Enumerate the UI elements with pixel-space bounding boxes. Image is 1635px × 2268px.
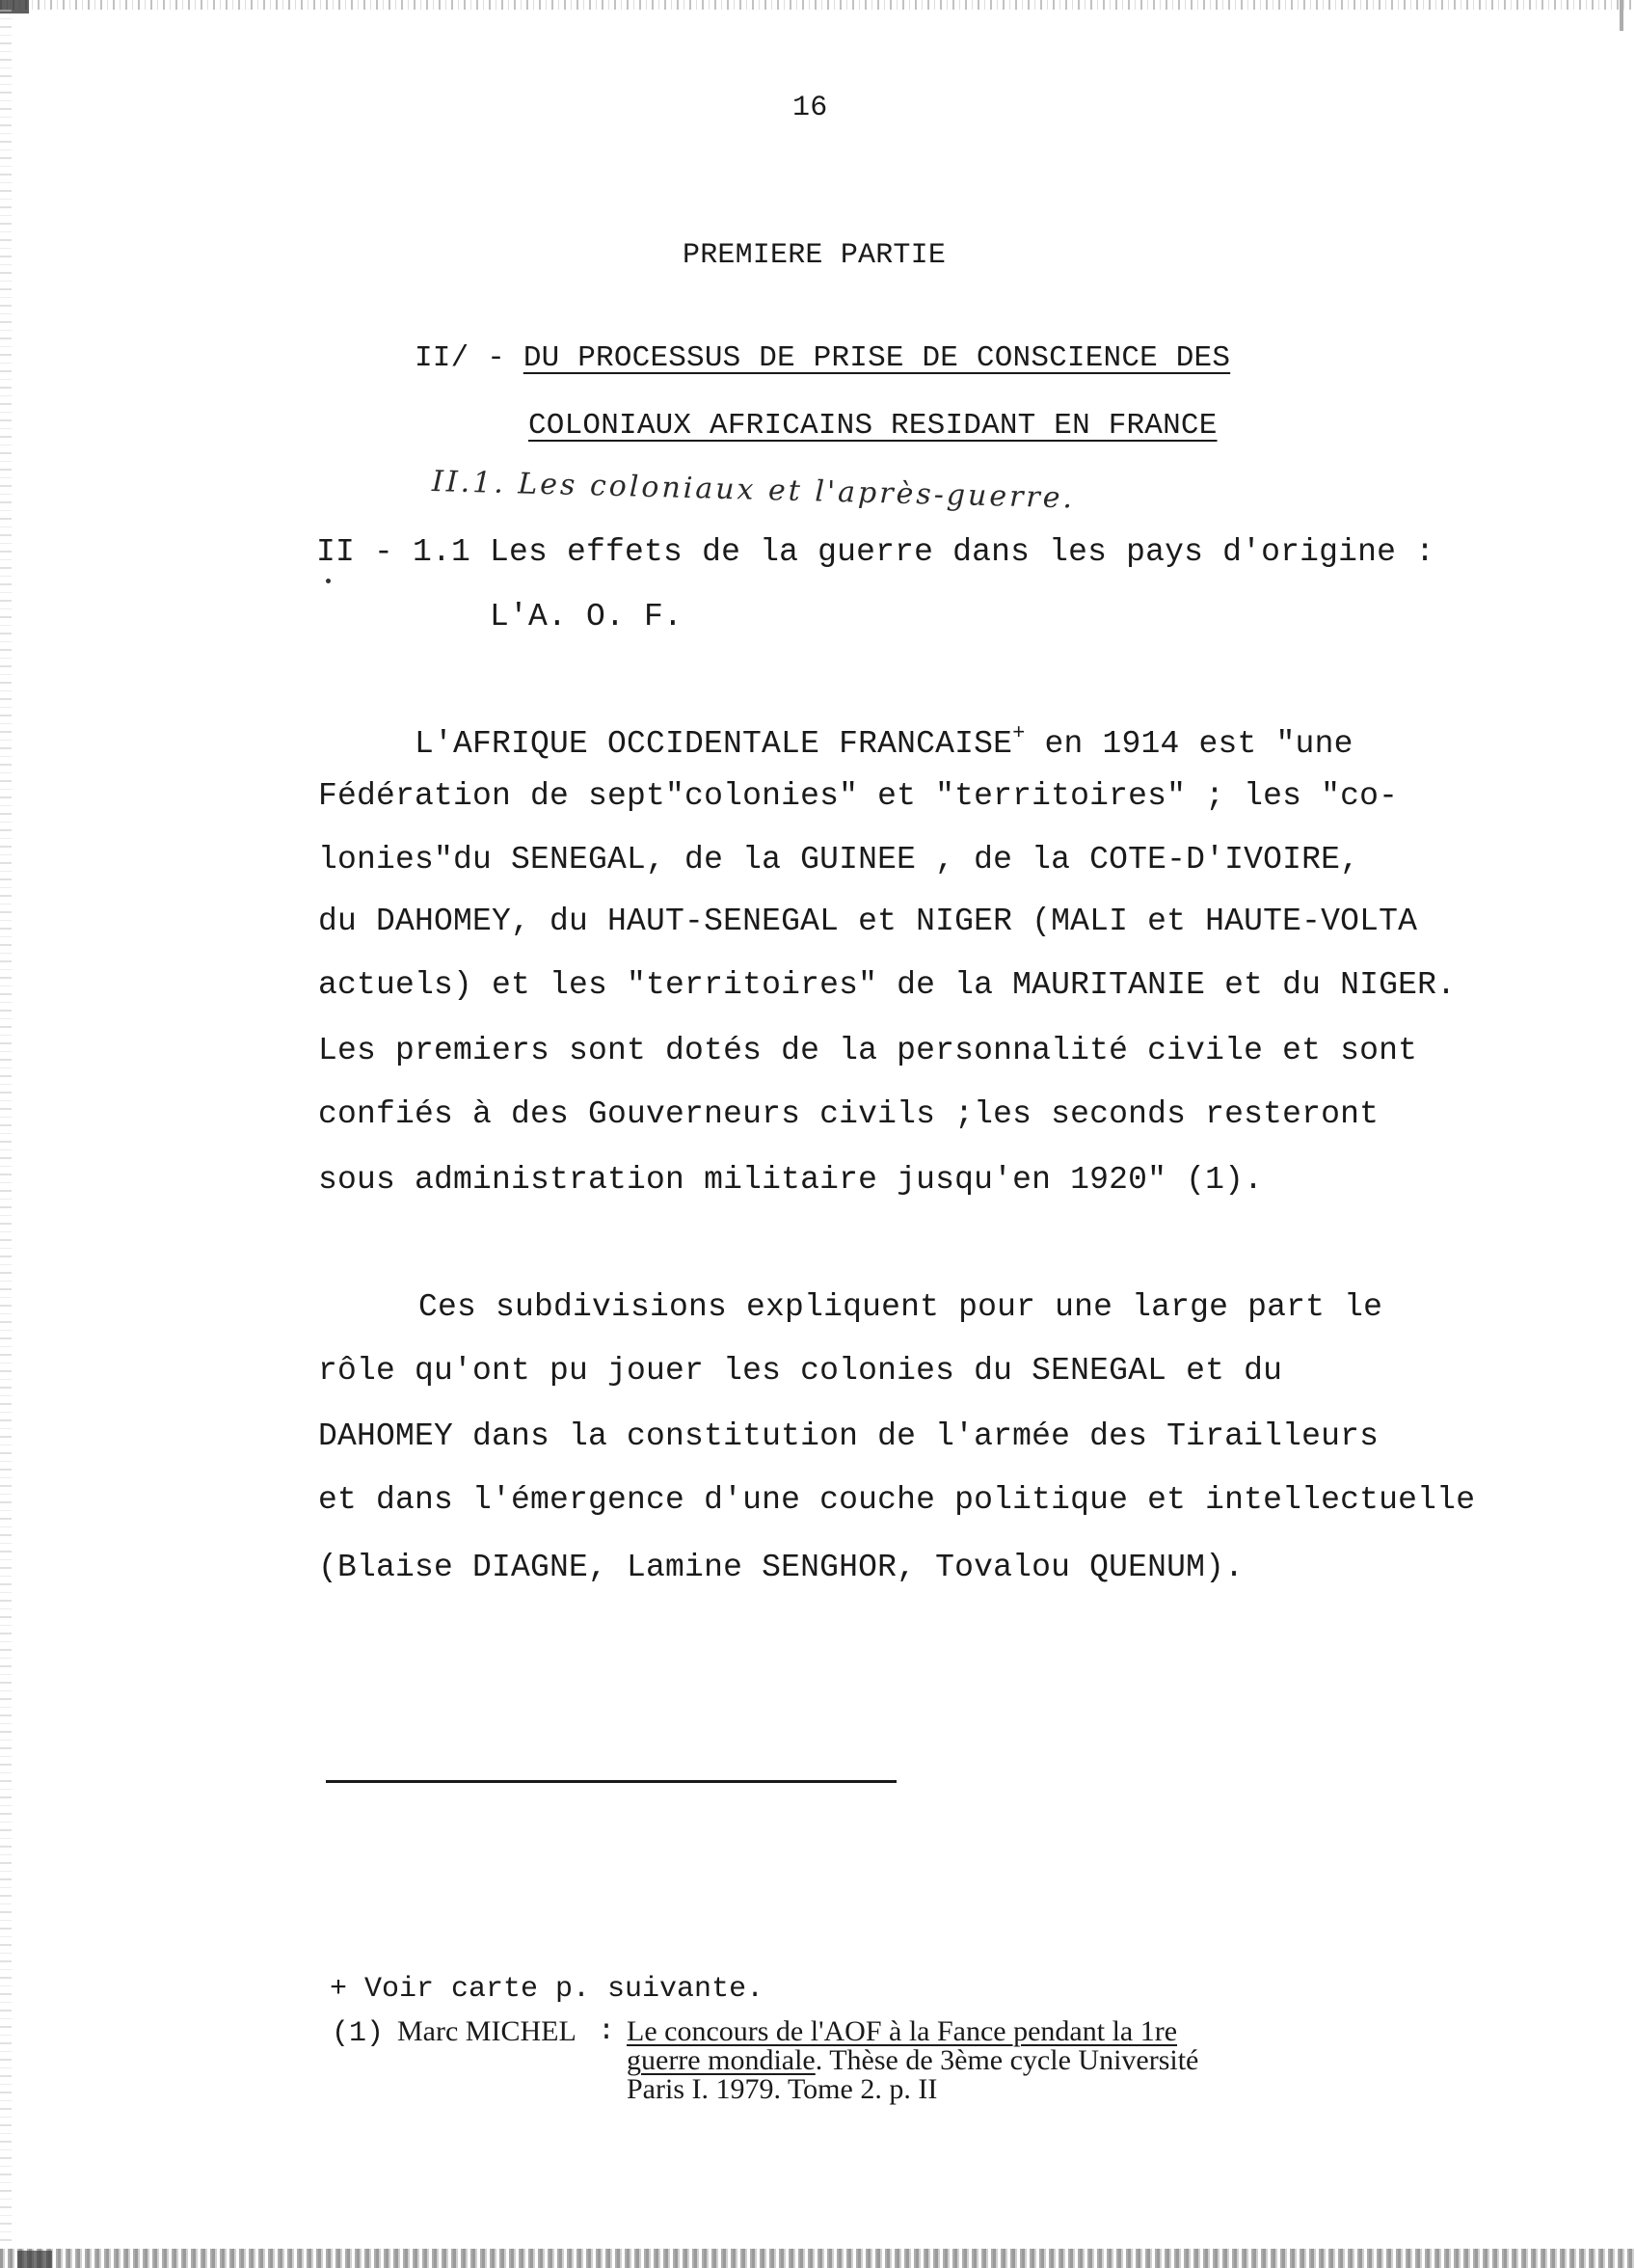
footnote-1-colon: : bbox=[598, 2015, 616, 2048]
scan-edge-bottom bbox=[0, 2249, 1635, 2268]
stray-mark bbox=[326, 579, 331, 583]
paragraph-1-line-8: sous administration militaire jusqu'en 1920" (1). bbox=[318, 1162, 1264, 1198]
section-heading-line-2 bbox=[528, 407, 1218, 446]
footnote-plus: + Voir carte p. suivante. bbox=[330, 1973, 764, 2006]
footnote-plus-mark: + bbox=[1012, 721, 1026, 745]
section-prefix: II/ - bbox=[415, 341, 523, 375]
paragraph-1-lead: L'AFRIQUE OCCIDENTALE FRANCAISE bbox=[415, 726, 1013, 762]
footnote-1-label: (1) bbox=[332, 2017, 385, 2050]
footnote-1-title-part-2: guerre mondiale bbox=[627, 2044, 816, 2076]
footnote-1-title-line-1 bbox=[627, 2017, 1177, 2046]
footnote-1-title-part-1: Le concours de l'AOF à la Fance pendant la 1re bbox=[627, 2015, 1178, 2047]
footnote-1-line-3: Paris I. 1979. Tome 2. p. II bbox=[627, 2073, 938, 2105]
paragraph-2-line-3: DAHOMEY dans la constitution de l'armée des Tirailleurs bbox=[318, 1418, 1380, 1454]
paragraph-1-line-1 bbox=[415, 721, 1354, 767]
paragraph-1-line-2: Fédération de sept"colonies" et "territoires" ; les "co- bbox=[318, 778, 1399, 814]
section-title-line-2: COLONIAUX AFRICAINS RESIDANT EN FRANCE bbox=[528, 409, 1218, 443]
footnote-separator bbox=[326, 1780, 897, 1783]
page-number: 16 bbox=[792, 92, 828, 124]
section-heading-line-1 bbox=[415, 339, 1230, 378]
paragraph-2-line-4: et dans l'émergence d'une couche politique et intellectuelle bbox=[318, 1482, 1476, 1518]
subsection-heading-line-2: L'A. O. F. bbox=[490, 599, 683, 634]
paragraph-1-line-1-rest: en 1914 est "une bbox=[1025, 726, 1354, 762]
scan-edge-top bbox=[0, 0, 1635, 10]
scan-mark-bottom-left bbox=[17, 2251, 52, 2268]
paragraph-1-line-7: confiés à des Gouverneurs civils ;les seconds resteront bbox=[318, 1096, 1380, 1132]
paragraph-2-line-5: (Blaise DIAGNE, Lamine SENGHOR, Tovalou QUENUM). bbox=[318, 1550, 1245, 1585]
paragraph-2-line-2: rôle qu'ont pu jouer les colonies du SENEGAL et du bbox=[318, 1353, 1283, 1389]
paragraph-2-line-1: Ces subdivisions expliquent pour une large part le bbox=[418, 1289, 1383, 1325]
scan-mark-top-right bbox=[1620, 0, 1623, 31]
subsection-heading-line-1: II - 1.1 Les effets de la guerre dans les pays d'origine : bbox=[316, 534, 1435, 570]
paragraph-1-line-4: du DAHOMEY, du HAUT-SENEGAL et NIGER (MALI et HAUTE-VOLTA bbox=[318, 904, 1418, 939]
section-title-line-1: DU PROCESSUS DE PRISE DE CONSCIENCE DES bbox=[523, 341, 1231, 375]
footnote-1-author: Marc MICHEL bbox=[397, 2015, 576, 2047]
paragraph-1-line-6: Les premiers sont dotés de la personnalité civile et sont bbox=[318, 1033, 1418, 1068]
footnote-1-title-line-2 bbox=[627, 2046, 1198, 2075]
scan-edge-left bbox=[0, 10, 12, 2247]
footnote-1-thesis: . Thèse de 3ème cycle Université bbox=[815, 2044, 1199, 2076]
paragraph-1-line-5: actuels) et les "territoires" de la MAURITANIE et du NIGER. bbox=[318, 967, 1457, 1003]
handwritten-annotation: II.1. Les coloniaux et l'après-guerre. bbox=[431, 465, 1076, 516]
paragraph-1-line-3: lonies"du SENEGAL, de la GUINEE , de la COTE-D'IVOIRE, bbox=[318, 842, 1360, 878]
part-title: PREMIERE PARTIE bbox=[683, 239, 947, 272]
